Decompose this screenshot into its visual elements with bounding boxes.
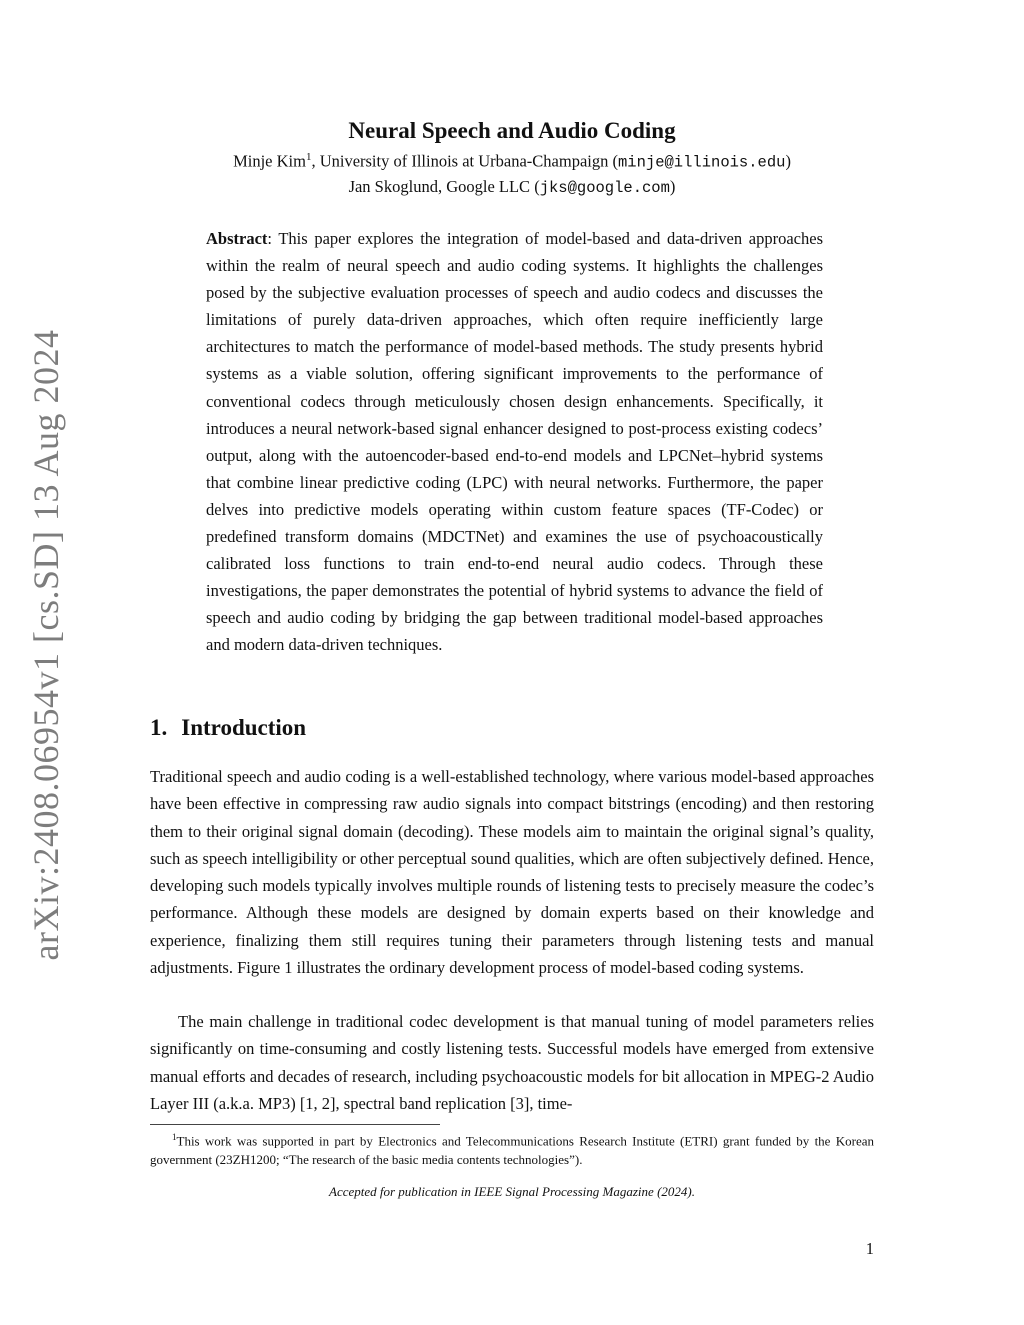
intro-paragraph-2: The main challenge in traditional codec development is that manual tuning of model parameters relies significantly on time-consuming and costly listening tests. Successful models have emerged from extensive manual efforts and decades of research, including psychoacoustic models for bit allocation in MPEG-2 Audio Layer III (a.k.a. MP3) [1, 2], spectral band replication [3], time- [150, 1012, 874, 1113]
footnote [150, 1128, 874, 1169]
footnote-marker: 1 [305, 151, 312, 163]
author-name: Minje Kim [233, 151, 306, 171]
author-line-1 [150, 146, 874, 174]
footnote-mark: 1 [172, 1132, 177, 1142]
abstract-label: Abstract [206, 229, 268, 248]
author-name: Jan Skoglund [348, 177, 438, 196]
intro-paragraph-1: Traditional speech and audio coding is a well-established technology, where various model-based approaches have been effective in compressing raw audio signals into compact bitstrings (encoding) and then restoring them to their original signal domain (decoding). These models aim to maintain the original signal’s quality, such as speech intelligibility or other perceptual sound qualities, which are often subjectively defined. Hence, developing such models typically involves multiple rounds of listening tests to precisely measure the codec’s performance. Although these models are designed by domain experts based on their knowledge and experience, finalizing them still requires tuning their parameters through listening tests and manual adjustments. Figure 1 illustrates the ordinary development process of model-based coding systems. [150, 767, 874, 977]
footnote-text: This work was supported in part by Electronics and Telecommunications Research Institute (ETRI) grant funded by the Korean government (23ZH1200; “The research of the basic media contents technologies”). [150, 1133, 874, 1167]
abstract [206, 225, 823, 659]
arxiv-identifier-stamp: arXiv:2408.06954v1 [cs.SD] 13 Aug 2024 [26, 329, 66, 961]
author-email: jks@google.com [539, 179, 670, 197]
section-heading [150, 713, 306, 743]
author-line-2 [150, 176, 874, 199]
author-affiliation: , University of Illinois at Urbana-Champaign ( [311, 151, 618, 171]
author-close-paren: ) [669, 177, 676, 196]
author-email: minje@illinois.edu [618, 153, 786, 172]
publication-note: Accepted for publication in IEEE Signal Processing Magazine (2024). [329, 1184, 695, 1199]
page-number: 1 [865, 1239, 874, 1258]
author-affiliation: , Google LLC ( [437, 177, 540, 196]
abstract-text: : This paper explores the integration of model-based and data-driven approaches within the realm of neural speech and audio coding systems. It highlights the challenges posed by the subjective evaluation processes of speech and audio codecs and discusses the limitations of purely data-driven approaches, which often require inefficiently large architectures to match the performance of model-based methods. The study presents hybrid systems as a viable solution, offering significant improvements to the performance of conventional codecs through meticulously chosen design enhancements. Specifically, it introduces a neural network-based signal enhancer designed to post-process existing codecs’ output, along with the autoencoder-based end-to-end models and LPCNet–hybrid systems that combine linear predictive coding (LPC) with neural networks. Furthermore, the paper delves into predictive models operating within custom feature spaces (TF-Codec) or predefined transform domains (MDCTNet) and examines the use of psychoacoustically calibrated loss functions to train end-to-end neural audio codecs. Through these investigations, the paper demonstrates the potential of hybrid systems to advance the field of speech and audio coding by bridging the gap between traditional model-based approaches and modern data-driven techniques. [206, 229, 823, 655]
section-number: 1. [150, 715, 168, 740]
section-title: Introduction [181, 715, 307, 740]
footnote-divider [150, 1124, 440, 1125]
author-close-paren: ) [785, 151, 791, 171]
paper-title: Neural Speech and Audio Coding [348, 118, 676, 143]
